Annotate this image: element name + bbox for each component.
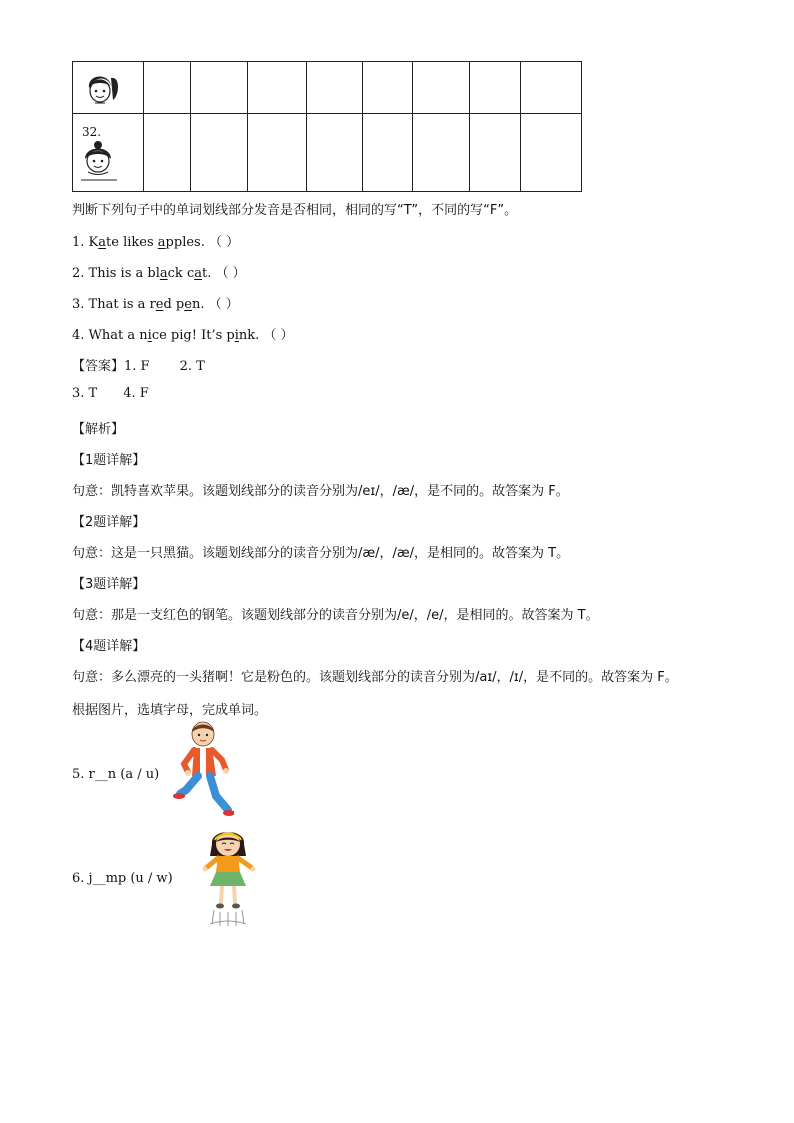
- question-text: ce pig! It’s p: [151, 328, 235, 343]
- underlined-letter: a: [159, 266, 168, 281]
- answer-3: 3. T: [72, 386, 98, 401]
- analysis-item-title: 【4题详解】: [72, 639, 146, 654]
- analysis-label: 【解析】: [72, 422, 125, 437]
- table-cell: [363, 62, 413, 114]
- question-4: [72, 324, 294, 343]
- question-text: ck c: [167, 266, 195, 281]
- question-2: [72, 262, 246, 281]
- question-text: K: [88, 235, 99, 250]
- analysis-item-title: 【2题详解】: [72, 515, 146, 530]
- question-text: That is a r: [88, 297, 156, 312]
- table-cell: [144, 114, 191, 192]
- table-cell: [307, 62, 363, 114]
- answer-blank[interactable]: （ ）: [263, 328, 294, 343]
- underlined-letter: a: [98, 235, 107, 250]
- analysis-item-text: 句意：这是一只黑猫。该题划线部分的读音分别为/æ/，/æ/，是相同的。故答案为 T。: [72, 546, 570, 561]
- question-5: 5. r__n (a / u): [72, 767, 160, 782]
- answers-line-1: [72, 355, 205, 374]
- question-number: 3.: [72, 297, 85, 312]
- underlined-letter: e: [184, 297, 192, 312]
- section1-instruction: 判断下列句子中的单词划线部分发音是否相同，相同的写“T”，不同的写“F”。: [72, 203, 518, 218]
- question-1: [72, 231, 239, 250]
- table-cell-face: [73, 62, 144, 114]
- table-cell: [307, 114, 363, 192]
- question-text: d p: [163, 297, 185, 312]
- table-cell: [363, 114, 413, 192]
- table-cell: [470, 62, 521, 114]
- table-cell: [248, 114, 307, 192]
- question-number: 1.: [72, 235, 85, 250]
- table-cell: [521, 114, 582, 192]
- table-row: [73, 62, 582, 114]
- answer-4: 4. F: [123, 386, 149, 401]
- question-text: This is a bl: [88, 266, 160, 281]
- table-cell: [248, 62, 307, 114]
- question-6: 6. j__mp (u / w): [72, 871, 173, 886]
- answer-blank[interactable]: （ ）: [209, 235, 240, 250]
- answer-grid-table: [72, 61, 582, 192]
- question-text: pples.: [165, 235, 205, 250]
- analysis-item-title: 【1题详解】: [72, 453, 146, 468]
- table-row: [73, 114, 582, 192]
- table-cell: [191, 62, 248, 114]
- question-text: t.: [202, 266, 212, 281]
- answer-1: 1. F: [124, 359, 150, 374]
- question-number: 2.: [72, 266, 85, 281]
- table-cell: [413, 114, 470, 192]
- question-text: te likes: [106, 235, 158, 250]
- table-cell-face: [73, 114, 144, 192]
- analysis-item-text: 句意：凯特喜欢苹果。该题划线部分的读音分别为/eɪ/，/æ/，是不同的。故答案为 F。: [72, 484, 569, 499]
- girl-face-icon: [73, 62, 143, 113]
- table-cell: [144, 62, 191, 114]
- table-cell: [470, 114, 521, 192]
- answer-2: 2. T: [179, 359, 205, 374]
- running-boy-illustration: [172, 720, 234, 822]
- question-text: n.: [191, 297, 205, 312]
- underlined-letter: a: [157, 235, 166, 250]
- underlined-letter: a: [194, 266, 202, 281]
- question-text: nk.: [238, 328, 260, 343]
- girl-face-icon: [73, 139, 143, 183]
- jumping-girl-illustration: [200, 826, 258, 928]
- analysis-item-title: 【3题详解】: [72, 577, 146, 592]
- answers-line-2: [72, 386, 149, 401]
- row-number-label: 32.: [82, 125, 102, 139]
- underlined-letter: i: [234, 328, 239, 343]
- underlined-letter: i: [147, 328, 152, 343]
- answer-blank[interactable]: （ ）: [215, 266, 246, 281]
- question-3: [72, 293, 239, 312]
- answer-label: 【答案】: [72, 359, 125, 374]
- underlined-letter: e: [155, 297, 164, 312]
- answer-blank[interactable]: （ ）: [208, 297, 239, 312]
- table-cell: [413, 62, 470, 114]
- analysis-item-text: 句意：多么漂亮的一头猪啊！它是粉色的。该题划线部分的读音分别为/aɪ/，/ɪ/，是不同的。故答案为 F。: [72, 670, 678, 685]
- question-number: 4.: [72, 328, 85, 343]
- question-text: What a n: [88, 328, 148, 343]
- section2-instruction: 根据图片，选填字母，完成单词。: [72, 703, 268, 718]
- table-cell: [521, 62, 582, 114]
- analysis-item-text: 句意：那是一支红色的钢笔。该题划线部分的读音分别为/e/，/e/，是相同的。故答案为 T。: [72, 608, 599, 623]
- table-cell: [191, 114, 248, 192]
